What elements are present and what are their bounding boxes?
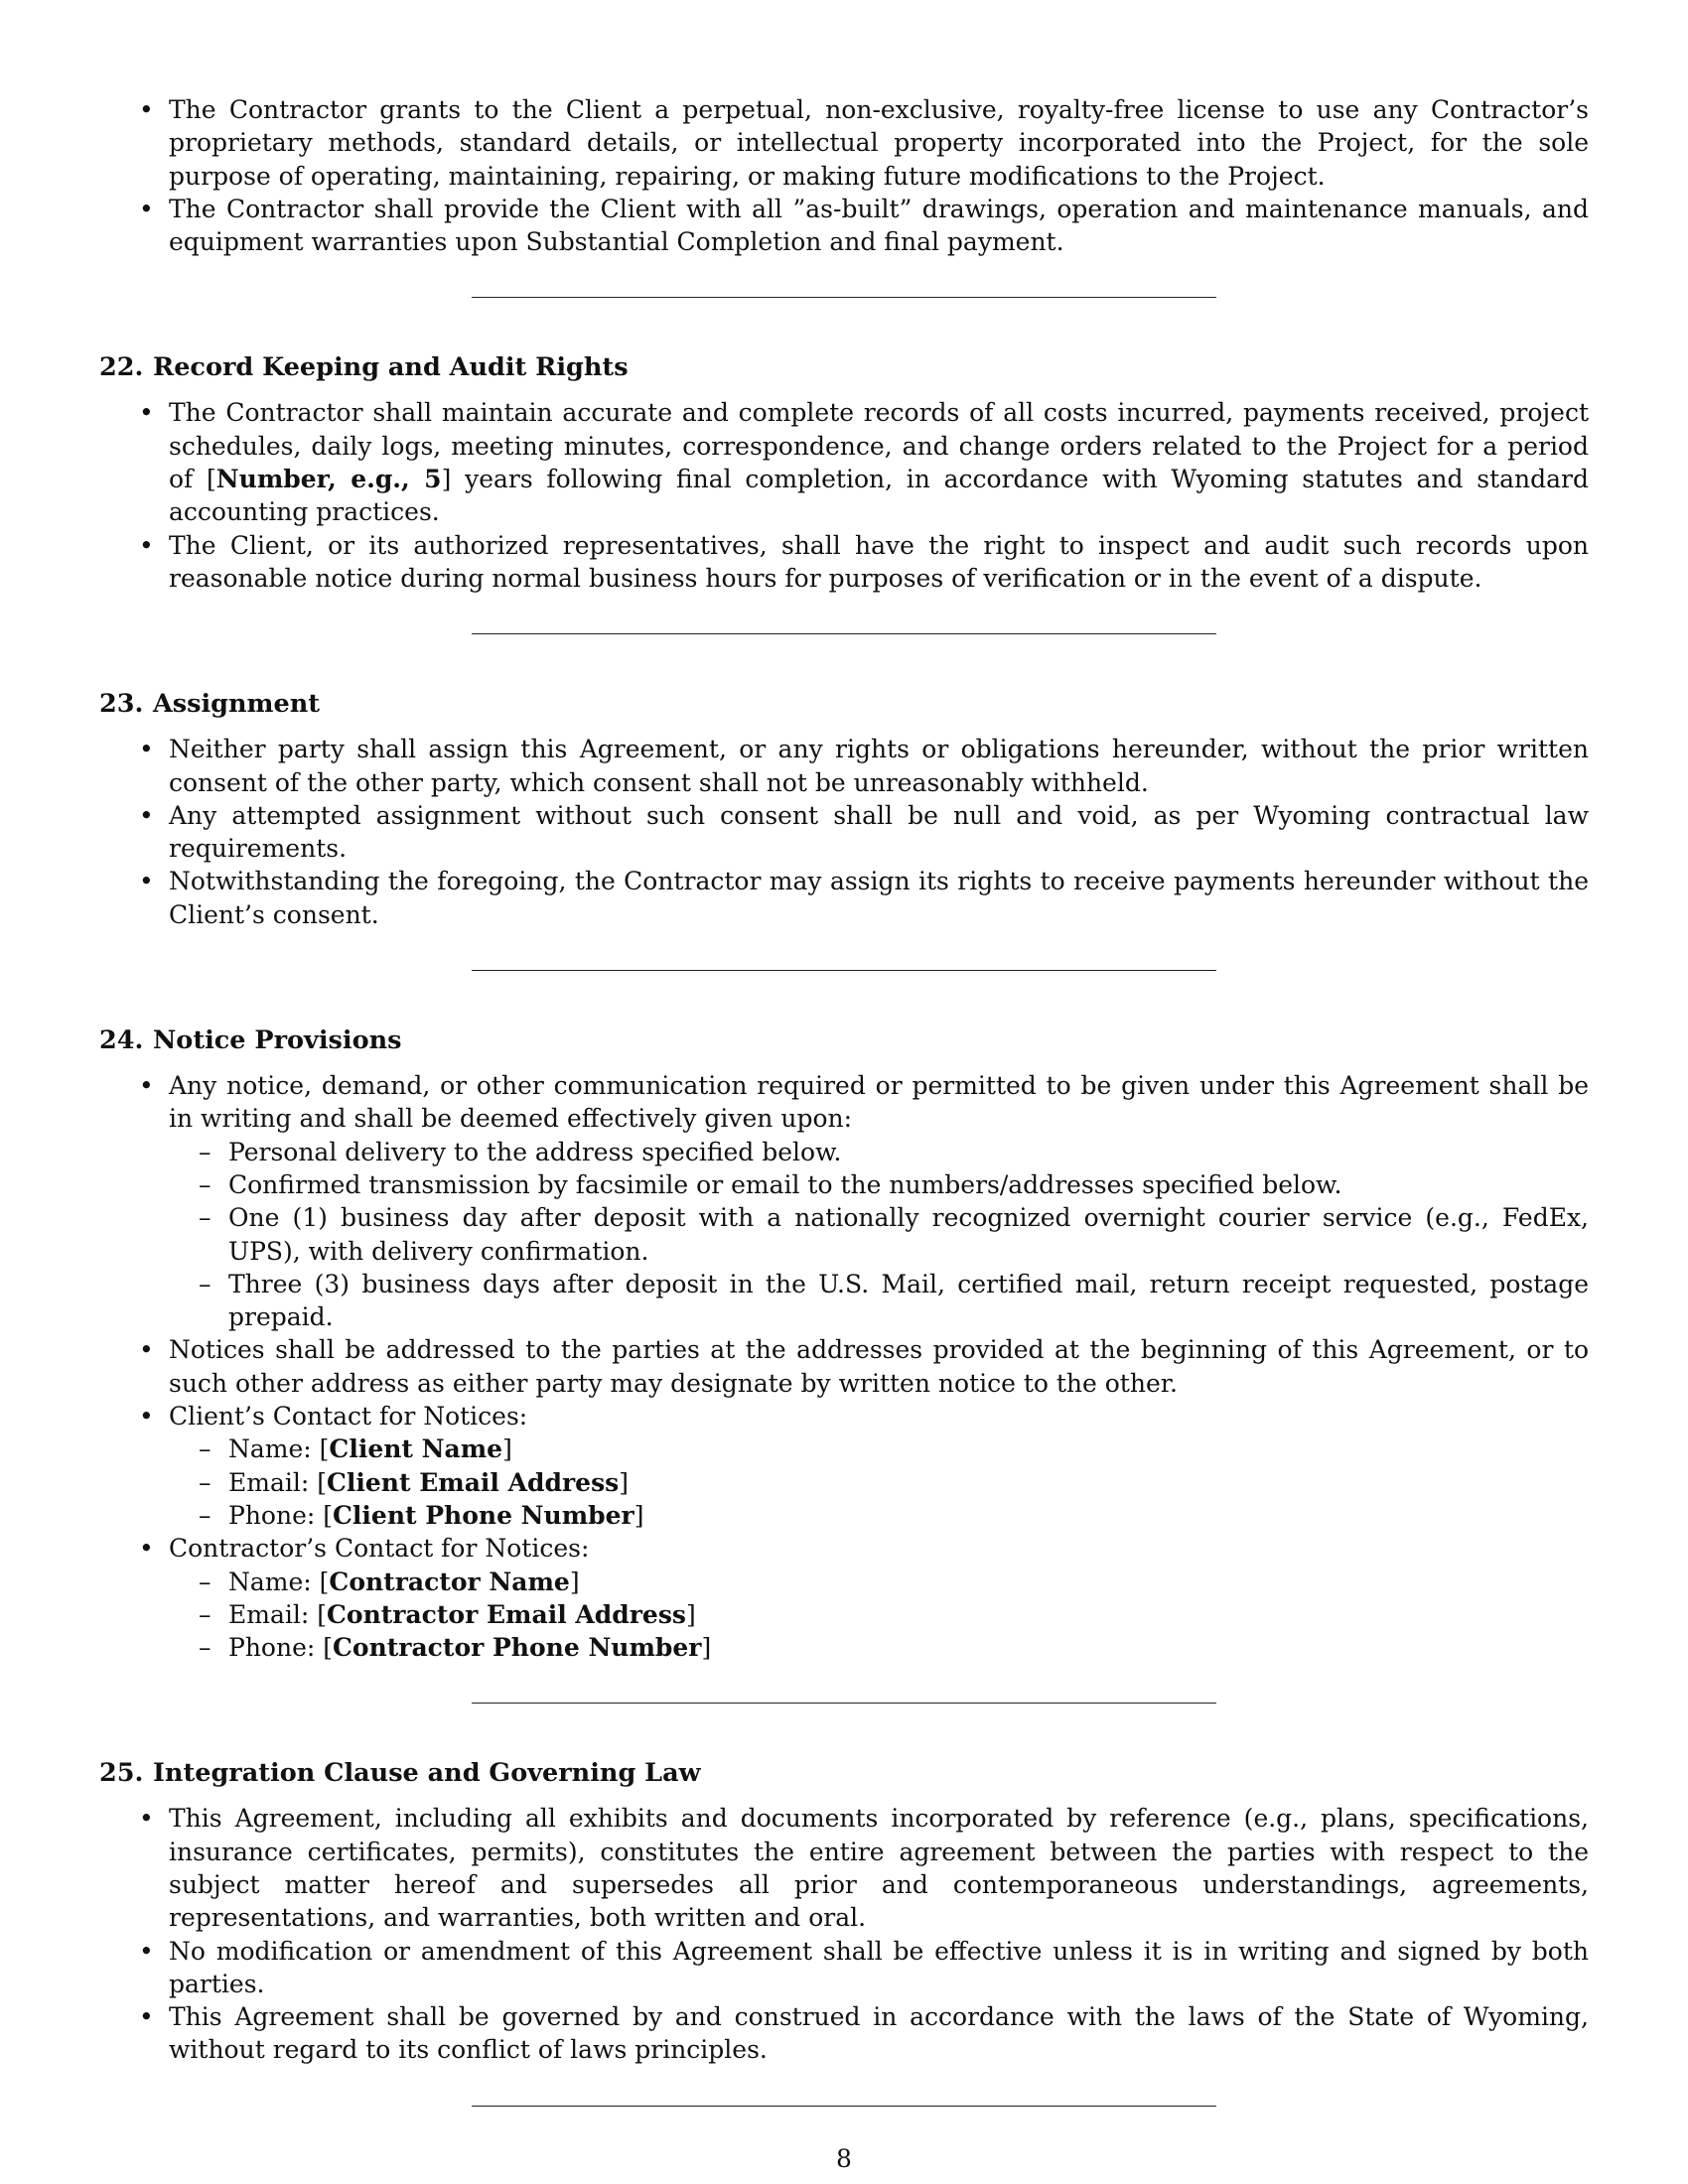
sub-list-item: – Email: [Client Email Address] [169,1466,1589,1499]
section-24 [99,1024,1589,1664]
list-item: • The Contractor grants to the Client a perpetual, non-exclusive, royalty-free license to use any Contractor’s proprietary methods, standard details, or intellectual property incorporated into the Project, for the sole purpose of operating, maintaining, repairing, or making future modifications to the Project. [99,93,1589,193]
section-22 [99,351,1589,595]
sub-list-item: – Personal delivery to the address specified below. [169,1136,1589,1168]
list-item: • The Contractor shall provide the Client with all ”as-built” drawings, operation and maintenance manuals, and equipment warranties upon Substantial Completion and final payment. [99,193,1589,259]
sub-list-item: – Name: [Contractor Name] [169,1566,1589,1598]
sub-list-item: – Email: [Contractor Email Address] [169,1598,1589,1631]
list-item: • Notices shall be addressed to the parties at the addresses provided at the beginning of this Agreement, or to such other address as either party may designate by written notice to the other. [99,1333,1589,1400]
sub-list-item: – Name: [Client Name] [169,1433,1589,1465]
intro-list [99,93,1589,258]
section-heading: 24. Notice Provisions [99,1025,402,1056]
list-item: • The Client, or its authorized representatives, shall have the right to inspect and audit such records upon reasonable notice during normal business hours for purposes of verification or in the event of a dispute. [99,529,1589,596]
page-number: 8 [836,2144,852,2173]
sub-list-item: – Phone: [Contractor Phone Number] [169,1631,1589,1664]
section-heading: 25. Integration Clause and Governing Law [99,1758,701,1789]
list-item: • Notwithstanding the foregoing, the Contractor may assign its rights to receive payments hereunder without the Client’s consent. [99,865,1589,931]
section-divider [472,970,1216,971]
section-divider [472,2106,1216,2107]
list-item: • This Agreement, including all exhibits and documents incorporated by reference (e.g., plans, specifications, insurance certificates, permits), constitutes the entire agreement between the parties with respect to the subject matter hereof and supersedes all prior and contemporaneous understandings, agreements, representations, and warranties, both written and oral. [99,1802,1589,1934]
list-item: • No modification or amendment of this Agreement shall be effective unless it is in writing and signed by both parties. [99,1935,1589,2001]
section-divider [472,1703,1216,1704]
sub-list-item: – Confirmed transmission by facsimile or email to the numbers/addresses specified below. [169,1168,1589,1201]
list-item: • This Agreement shall be governed by and construed in accordance with the laws of the State of Wyoming, without regard to its conflict of laws principles. [99,2000,1589,2067]
list-item: • Any notice, demand, or other communication required or permitted to be given under this Agreement shall be in writing and shall be deemed effectively given upon: – Personal delivery to the address specified below. – Confirmed transmission by facsimile or email to the numbers/addresses specified below. – One (1) business day after deposit with a nationally recognized overnight courier service (e.g., FedEx, UPS), with delivery confirmation. – Three (3) business days after deposit in the U.S. Mail, certified mail, return receipt requested, postage prepaid. [99,1069,1589,1333]
section-divider [472,297,1216,298]
list-item: • The Contractor shall maintain accurate and complete records of all costs incurred, payments received, project schedules, daily logs, meeting minutes, correspondence, and change orders related to the Project for a period of [Number, e.g., 5] years following final completion, in accordance with Wyoming statutes and standard accounting practices. [99,396,1589,528]
list-item: • Any attempted assignment without such consent shall be null and void, as per Wyoming contractual law requirements. [99,799,1589,866]
sub-list-item: – Three (3) business days after deposit in the U.S. Mail, certified mail, return receipt requested, postage prepaid. [169,1268,1589,1334]
list-item: • Neither party shall assign this Agreement, or any rights or obligations hereunder, without the prior written consent of the other party, which consent shall not be unreasonably withheld. [99,733,1589,799]
section-23 [99,688,1589,931]
section-heading: 22. Record Keeping and Audit Rights [99,352,629,383]
sub-list-item: – Phone: [Client Phone Number] [169,1499,1589,1532]
contractor-contact: • Contractor’s Contact for Notices: – Name: [Contractor Name] – Email: [Contractor Email Address] – Phone: [Contractor Phone Number] [99,1532,1589,1664]
section-25 [99,1757,1589,2066]
section-heading: 23. Assignment [99,689,321,720]
client-contact: • Client’s Contact for Notices: – Name: [Client Name] – Email: [Client Email Address] – Phone: [Client Phone Number] [99,1400,1589,1532]
document-body [99,93,1589,2160]
sub-list-item: – One (1) business day after deposit with a nationally recognized overnight courier service (e.g., FedEx, UPS), with delivery confirmation. [169,1201,1589,1268]
section-divider [472,633,1216,634]
